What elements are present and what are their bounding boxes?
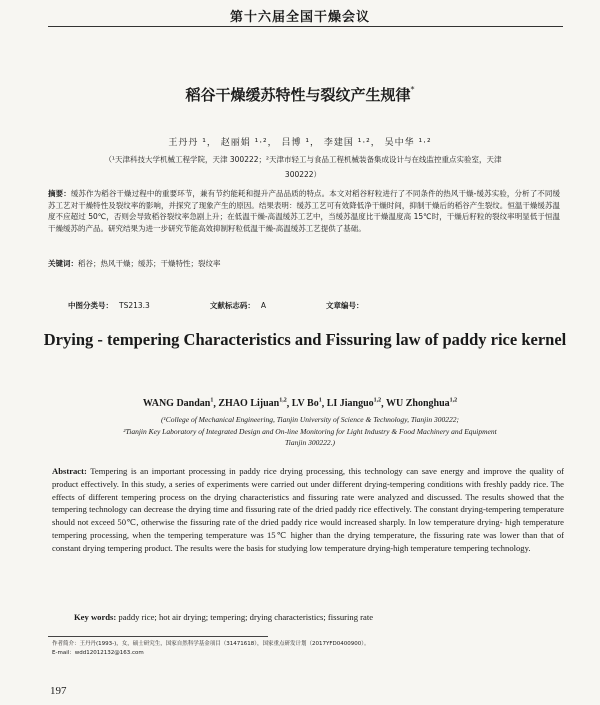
author: LI Jianguo$^{1,2}$ (326, 398, 382, 410)
header-rule (48, 26, 563, 27)
author: WU Zhonghua$^{1,2}$ (386, 398, 458, 410)
author: LV Bo$^1$ (291, 398, 322, 410)
author: ZHAO Lijuan$^{1,2}$ (218, 398, 287, 410)
english-affiliation-line: Tianjin 300222.) (284, 438, 335, 447)
footnote-line: 作者简介：王丹丹(1993-)，女，硕士研究生，国家自然科学基金项目（31471618），国家重点研发计划（2017YFD0400900）。 (52, 641, 370, 647)
english-affiliation (60, 414, 560, 449)
chinese-abstract-text: 缓苏作为稻谷干燥过程中的重要环节，兼有节约能耗和提升产品品质的特点。本文对稻谷籽粒进行了不同条件的热风干燥-缓苏实验，分析了不同缓苏工艺对干燥特性及裂纹率的影响，并探究了现象产生的原因。结果表明：缓苏工艺可有效降低净干燥时间，抑制干燥后的稻谷产生裂纹。恒温干燥缓苏温度不应超过 50℃，否则会导致稻谷裂纹率急剧上升；在低温干燥-高温缓苏工艺中，当缓苏温度比干燥温度高 15℃时，干燥后籽粒的裂纹率明显低于恒温干燥缓苏的产品。研究结果为进一步研究节能高效抑制籽粒低温干燥-高温缓苏工艺提供了基础。 (48, 189, 561, 234)
english-keywords-label: Key words: (74, 612, 117, 622)
english-title: Drying - tempering Characteristics and Fissuring law of paddy rice kernel (43, 330, 567, 349)
running-header: 第十六届全国干燥会议 (229, 10, 370, 25)
chinese-keywords-text: 稻谷；热风干燥；缓苏；干燥特性；裂纹率 (78, 259, 221, 268)
clc-number: 中图分类号： TS213.3 (68, 301, 150, 310)
footnote-email: E-mail：wdd12012132@163.com (52, 650, 144, 656)
page-number: 197 (50, 685, 67, 697)
article-number: 文章编号： (325, 301, 364, 310)
chinese-authors: 王丹丹 ¹， 赵丽娟 ¹·²， 吕博 ¹， 李建国 ¹·²， 吴中华 ¹·² (168, 138, 432, 148)
chinese-abstract-label: 摘要： (48, 189, 71, 198)
chinese-title (0, 84, 600, 105)
chinese-keywords (48, 258, 560, 269)
english-keywords (74, 612, 564, 622)
english-affiliation-line: ²Tianjin Key Laboratory of Integrated Design and On-line Monitoring for Light Industry & Food Machinery and Equipment (123, 426, 497, 436)
author-footnote (52, 640, 562, 658)
chinese-title-text: 稻谷干燥缓苏特性与裂纹产生规律 (185, 86, 411, 104)
document-code: 文献标志码： A (209, 301, 266, 310)
english-abstract-text: Tempering is an important processing in paddy rice drying processing, this technology can save energy and improve the quality of product effectively. In this study, a series of experiments were carried out under different drying-tempering conditions with freshly paddy rice. The effects of different tempering process on the drying characteristics and fissuring rate were analyzed and discussed. The results showed that the tempering technology can decrease the drying time and fissuring rate of the dried paddy rice effectively. The constant drying-tempering temperature should not exceed 50℃, otherwise the fissuring rate of the dried paddy rice would increased sharply. In low temperature drying- high temperature tempering processing, when the tempering temperature was 15℃ higher than the drying temperature, the fissuring rate was lower than that of constant drying tempering product. The results were the basis for studying low temperature drying-high temperature tempering technology. (52, 466, 564, 553)
english-authors: WANG Dandan$^1$, ZHAO Lijuan$^{1,2}$, LV Bo$^1$, LI Jianguo$^{1,2}$, WU Zhonghua$^{1,2}$ (142, 398, 458, 410)
english-abstract (52, 465, 564, 555)
author: WANG Dandan$^1$ (142, 398, 214, 410)
chinese-keywords-label: 关键词： (48, 259, 78, 268)
english-affiliation-line: (¹College of Mechanical Engineering, Tianjin University of Science & Technology, Tianjin 300222; (161, 415, 459, 424)
chinese-affiliation-line: （¹天津科技大学机械工程学院，天津 300222；²天津市轻工与食品工程机械装备集成设计与在线监控重点实验室，天津 (104, 155, 502, 164)
english-keywords-text: paddy rice; hot air drying; tempering; drying characteristics; fissuring rate (118, 612, 374, 622)
classification-row (68, 300, 429, 311)
title-footnote-mark: * (410, 85, 415, 94)
english-abstract-label: Abstract: (52, 466, 87, 476)
chinese-abstract (48, 188, 560, 235)
chinese-affiliation-line: 300222） (284, 170, 322, 179)
chinese-affiliation (48, 152, 558, 182)
footnote-rule (48, 636, 268, 637)
